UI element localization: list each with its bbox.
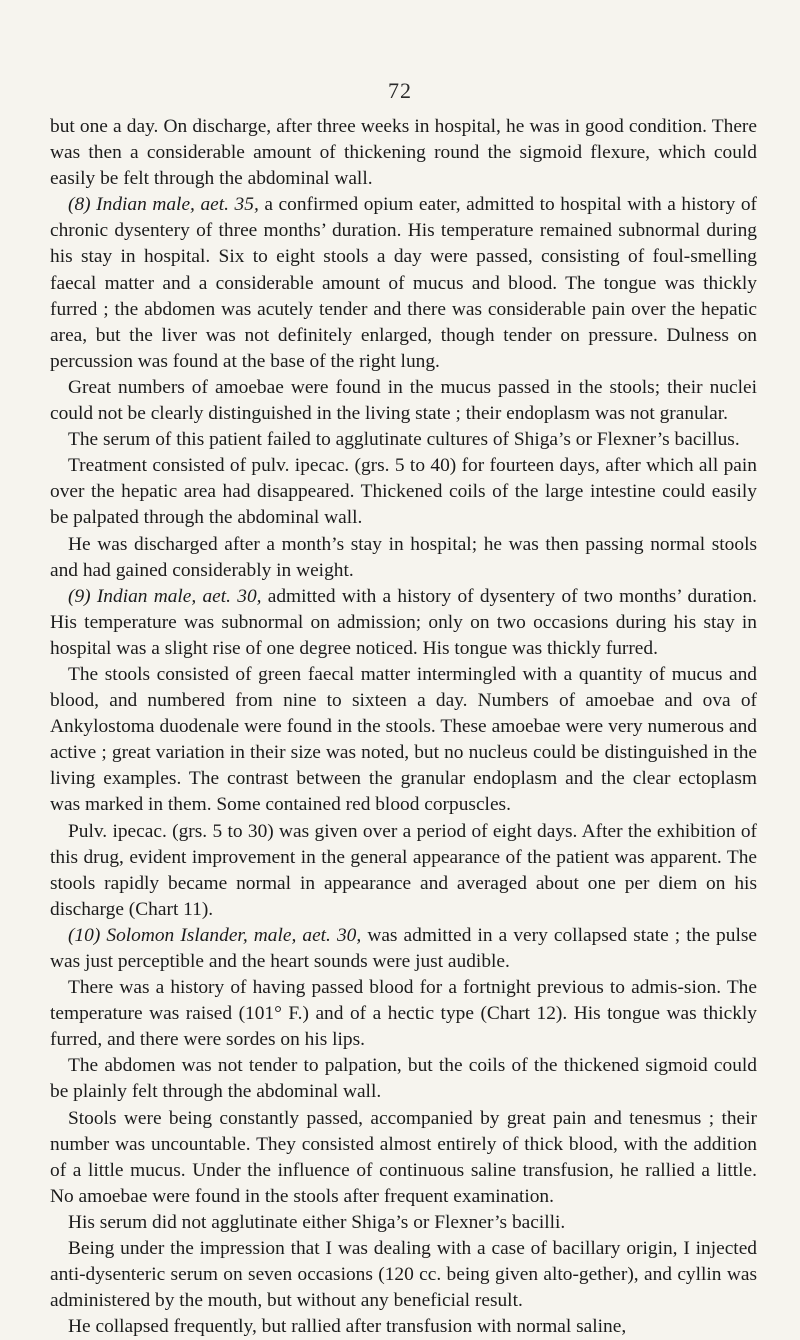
- paragraph-text: Being under the impression that I was dealing with a case of bacillary origin, I injected anti-dysenteric serum on seven occasions (120 cc. being given alto-gether), and cyllin was administered by the mouth, but without any beneficial result.: [50, 1238, 757, 1312]
- paragraph-text: He was discharged after a month’s stay in hospital; he was then passing normal stools and had gained considerably in weight.: [50, 533, 757, 581]
- paragraph-text: Treatment consisted of pulv. ipecac. (grs. 5 to 40) for fourteen days, after which all pain over the hepatic area had disappeared. Thickened coils of the large intestine could easily be palpated through the abdominal wall.: [50, 455, 757, 529]
- paragraph-text: There was a history of having passed blood for a fortnight previous to admis-sion. The temperature was raised (101° F.) and of a hectic type (Chart 12). His tongue was thickly furred, and there were sordes on his lips.: [50, 977, 757, 1051]
- paragraph: [50, 1106, 757, 1210]
- paragraph: [50, 819, 757, 923]
- paragraph: [50, 975, 757, 1053]
- case-heading: (10) Solomon Islander, male, aet. 30,: [68, 924, 362, 946]
- paragraph-text: admitted with a history of dysentery of two months’ duration. His temperature was subnormal on admission; only on two occasions during his stay in hospital was a slight rise of one degree noticed. His tongue was thickly furred.: [50, 585, 757, 659]
- paragraph-text: The stools consisted of green faecal matter intermingled with a quantity of mucus and blood, and numbered from nine to sixteen a day. Numbers of amoebae and ova of Ankylostoma duodenale were found in the stools. These amoebae were very numerous and active ; great variation in their size was noted, but no nucleus could be distinguished in the living examples. The contrast between the granular endoplasm and the clear ectoplasm was marked in them. Some contained red blood corpuscles.: [50, 663, 757, 816]
- paragraph-continuation: [50, 114, 757, 192]
- paragraph-text: The abdomen was not tender to palpation, but the coils of the thickened sigmoid could be plainly felt through the abdominal wall.: [50, 1055, 757, 1103]
- paragraph-case-9: [50, 584, 757, 662]
- paragraph: [50, 1210, 757, 1236]
- case-heading: (8) Indian male, aet. 35,: [68, 194, 259, 216]
- paragraph: [50, 662, 757, 819]
- paragraph-text: was admitted in a very collapsed state ; the pulse was just perceptible and the heart sounds were just audible.: [50, 924, 757, 972]
- paragraph: [50, 1053, 757, 1105]
- paragraph: [50, 375, 757, 427]
- paragraph-text: but one a day. On discharge, after three weeks in hospital, he was in good condition. There was then a considerable amount of thickening round the sigmoid flexure, which could easily be felt through the abdominal wall.: [50, 116, 757, 190]
- paragraph: [50, 427, 757, 453]
- paragraph-text: His serum did not agglutinate either Shiga’s or Flexner’s bacilli.: [68, 1211, 566, 1233]
- paragraph: [50, 1314, 757, 1340]
- paragraph-text: The serum of this patient failed to agglutinate cultures of Shiga’s or Flexner’s bacillus.: [68, 429, 740, 451]
- paragraph-case-10: [50, 923, 757, 975]
- paragraph-text: Great numbers of amoebae were found in the mucus passed in the stools; their nuclei could not be clearly distinguished in the living state ; their endoplasm was not granular.: [50, 376, 757, 425]
- paragraph: [50, 1236, 757, 1314]
- page-number: 72: [388, 78, 412, 103]
- paragraph: [50, 453, 757, 531]
- paragraph-text: Stools were being constantly passed, accompanied by great pain and tenesmus ; their number was uncountable. They consisted almost entirely of thick blood, with the addition of a little mucus. Under the influence of continuous saline transfusion, he rallied a little. No amoebae were found in the stools after frequent examination.: [50, 1107, 757, 1207]
- paragraph-case-8: [50, 192, 757, 375]
- paragraph-text: Pulv. ipecac. (grs. 5 to 30) was given over a period of eight days. After the exhibition of this drug, evident improvement in the general appearance of the patient was apparent. The stools rapidly became normal in appearance and averaged about one per diem on his discharge (Chart 11).: [50, 820, 757, 920]
- paragraph-text: a confirmed opium eater, admitted to hospital with a history of chronic dysentery of three months’ duration. His temperature remained subnormal during his stay in hospital. Six to eight stools a day were passed, consisting of foul-smelling faecal matter and a considerable amount of mucus and blood. The tongue was thickly furred ; the abdomen was acutely tender and there was considerable pain over the hepatic area, but the liver was not definitely enlarged, though tender on pressure. Dulness on percussion was found at the base of the right lung.: [50, 194, 757, 372]
- body-text: [50, 114, 757, 1340]
- case-heading: (9) Indian male, aet. 30,: [68, 585, 262, 607]
- paragraph-text: He collapsed frequently, but rallied after transfusion with normal saline,: [68, 1316, 627, 1338]
- paragraph: [50, 532, 757, 584]
